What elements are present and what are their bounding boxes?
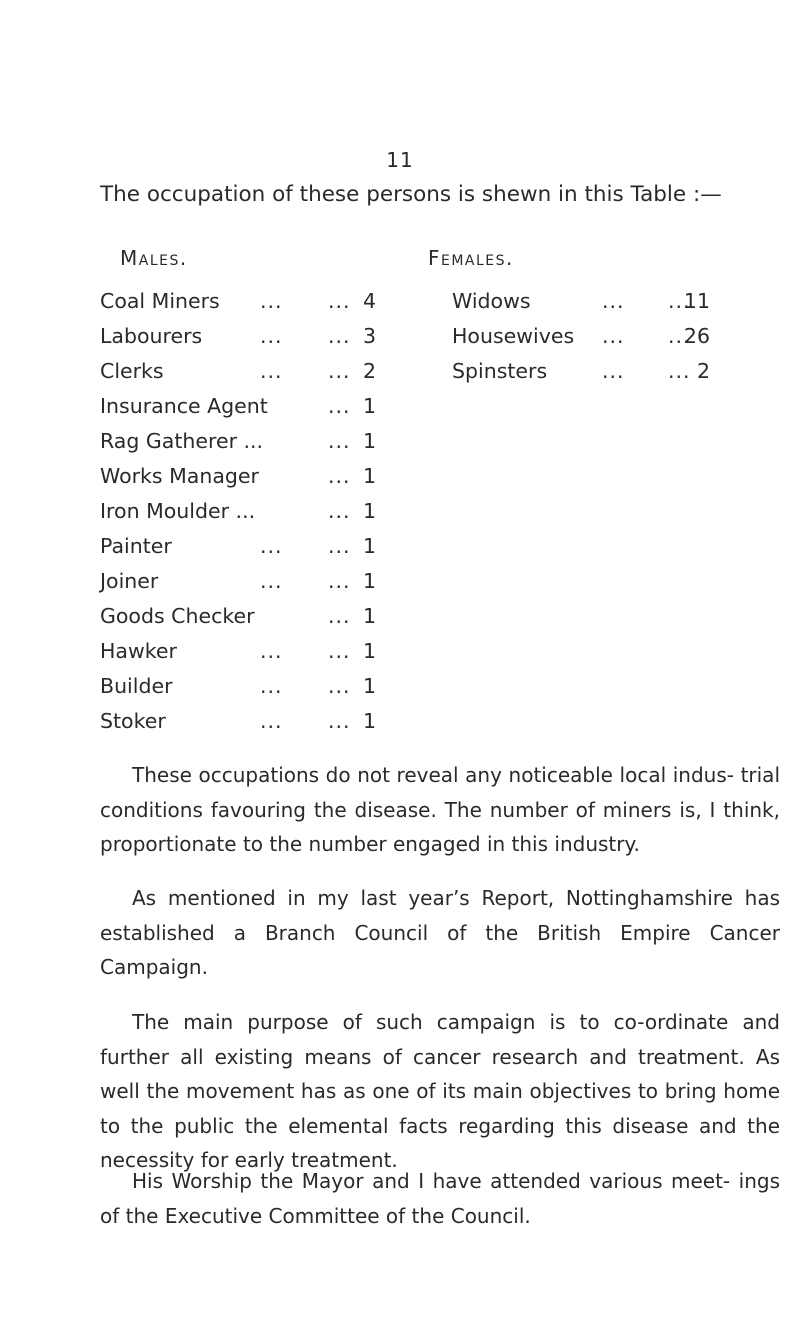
leader-dots: ... (668, 359, 691, 383)
table-intro: The occupation of these persons is shewn in this Table :— (100, 182, 722, 207)
occupation-label: Goods Checker (100, 604, 255, 628)
leader-dots: ... (260, 639, 283, 663)
occupation-label: Works Manager (100, 464, 259, 488)
occupation-count: 2 (362, 359, 376, 383)
occupation-label: Spinsters (452, 359, 548, 383)
body-paragraph (100, 1005, 780, 1178)
page-number: 11 (386, 148, 414, 172)
leader-dots: ... (260, 674, 283, 698)
table-row (100, 533, 380, 568)
leader-dots: ... (328, 604, 351, 628)
leader-dots: ... (328, 394, 351, 418)
body-paragraph (100, 758, 780, 862)
body-paragraph (100, 1164, 780, 1233)
leader-dots: ... (668, 324, 691, 348)
occupation-label: Labourers (100, 324, 203, 348)
females-heading: Females. (428, 246, 514, 270)
occupation-count: 2 (696, 359, 710, 383)
occupation-count: 1 (362, 534, 376, 558)
leader-dots: ... (328, 534, 351, 558)
occupation-label: Hawker (100, 639, 177, 663)
occupation-count: 1 (362, 709, 376, 733)
body-paragraph (100, 881, 780, 985)
table-row (100, 498, 380, 533)
occupation-label: Stoker (100, 709, 166, 733)
leader-dots: ... (328, 324, 351, 348)
paragraph-text: His Worship the Mayor and I have attended various meet- ings of the Executive Committee of the Council. (100, 1169, 780, 1228)
occupation-label: Painter (100, 534, 172, 558)
leader-dots: ... (260, 289, 283, 313)
table-row (100, 463, 380, 498)
leader-dots: ... (328, 709, 351, 733)
occupation-count: 4 (362, 289, 376, 313)
leader-dots: ... (328, 639, 351, 663)
table-row (100, 428, 380, 463)
table-row (452, 323, 710, 358)
occupation-label: Clerks (100, 359, 164, 383)
occupation-count: 3 (362, 324, 376, 348)
table-row (452, 288, 710, 323)
paragraph-text: As mentioned in my last year’s Report, Nottinghamshire has established a Branch Council of the British Empire Cancer Campaign. (100, 886, 780, 979)
table-row (100, 708, 380, 743)
leader-dots: ... (328, 289, 351, 313)
leader-dots: ... (328, 359, 351, 383)
leader-dots: ... (602, 324, 625, 348)
occupation-count: 1 (362, 674, 376, 698)
leader-dots: ... (260, 324, 283, 348)
leader-dots: ... (260, 359, 283, 383)
table-row (452, 358, 710, 393)
occupation-count: 1 (362, 429, 376, 453)
occupation-label: Joiner (100, 569, 159, 593)
occupation-label: Builder (100, 674, 173, 698)
leader-dots: ... (260, 534, 283, 558)
table-row (100, 568, 380, 603)
leader-dots: ... (328, 499, 351, 523)
occupation-count: 1 (362, 394, 376, 418)
table-row (100, 358, 380, 393)
table-row (100, 323, 380, 358)
leader-dots: ... (328, 569, 351, 593)
leader-dots: ... (328, 429, 351, 453)
occupation-label: Coal Miners (100, 289, 220, 313)
leader-dots: ... (602, 359, 625, 383)
leader-dots: ... (328, 464, 351, 488)
table-row (100, 673, 380, 708)
leader-dots: ... (602, 289, 625, 313)
occupation-count: 1 (362, 499, 376, 523)
leader-dots: ... (328, 674, 351, 698)
paragraph-text: The main purpose of such campaign is to co-ordinate and further all existing means of cancer research and treatment. As well the movement has as one of its main objectives to bring home to the public the elemental facts regarding this disease and the necessity for early treatment. (100, 1010, 780, 1172)
occupation-label: Rag Gatherer ... (100, 429, 264, 453)
table-row (100, 603, 380, 638)
occupation-count: 11 (683, 289, 710, 313)
table-row (100, 393, 380, 428)
males-heading: Males. (120, 246, 188, 270)
occupation-label: Housewives (452, 324, 575, 348)
table-row (100, 638, 380, 673)
occupation-count: 1 (362, 604, 376, 628)
occupation-label: Widows (452, 289, 531, 313)
occupation-label: Insurance Agent (100, 394, 268, 418)
table-row (100, 288, 380, 323)
leader-dots: ... (260, 569, 283, 593)
females-occupation-list (452, 288, 710, 393)
leader-dots: ... (668, 289, 691, 313)
occupation-count: 26 (683, 324, 710, 348)
occupation-count: 1 (362, 569, 376, 593)
males-occupation-list (100, 288, 380, 743)
occupation-label: Iron Moulder ... (100, 499, 256, 523)
leader-dots: ... (260, 709, 283, 733)
paragraph-text: These occupations do not reveal any noticeable local indus- trial conditions favouring the disease. The number of miners is, I think, proportionate to the number engaged in this industry. (100, 763, 780, 856)
occupation-count: 1 (362, 464, 376, 488)
occupation-count: 1 (362, 639, 376, 663)
